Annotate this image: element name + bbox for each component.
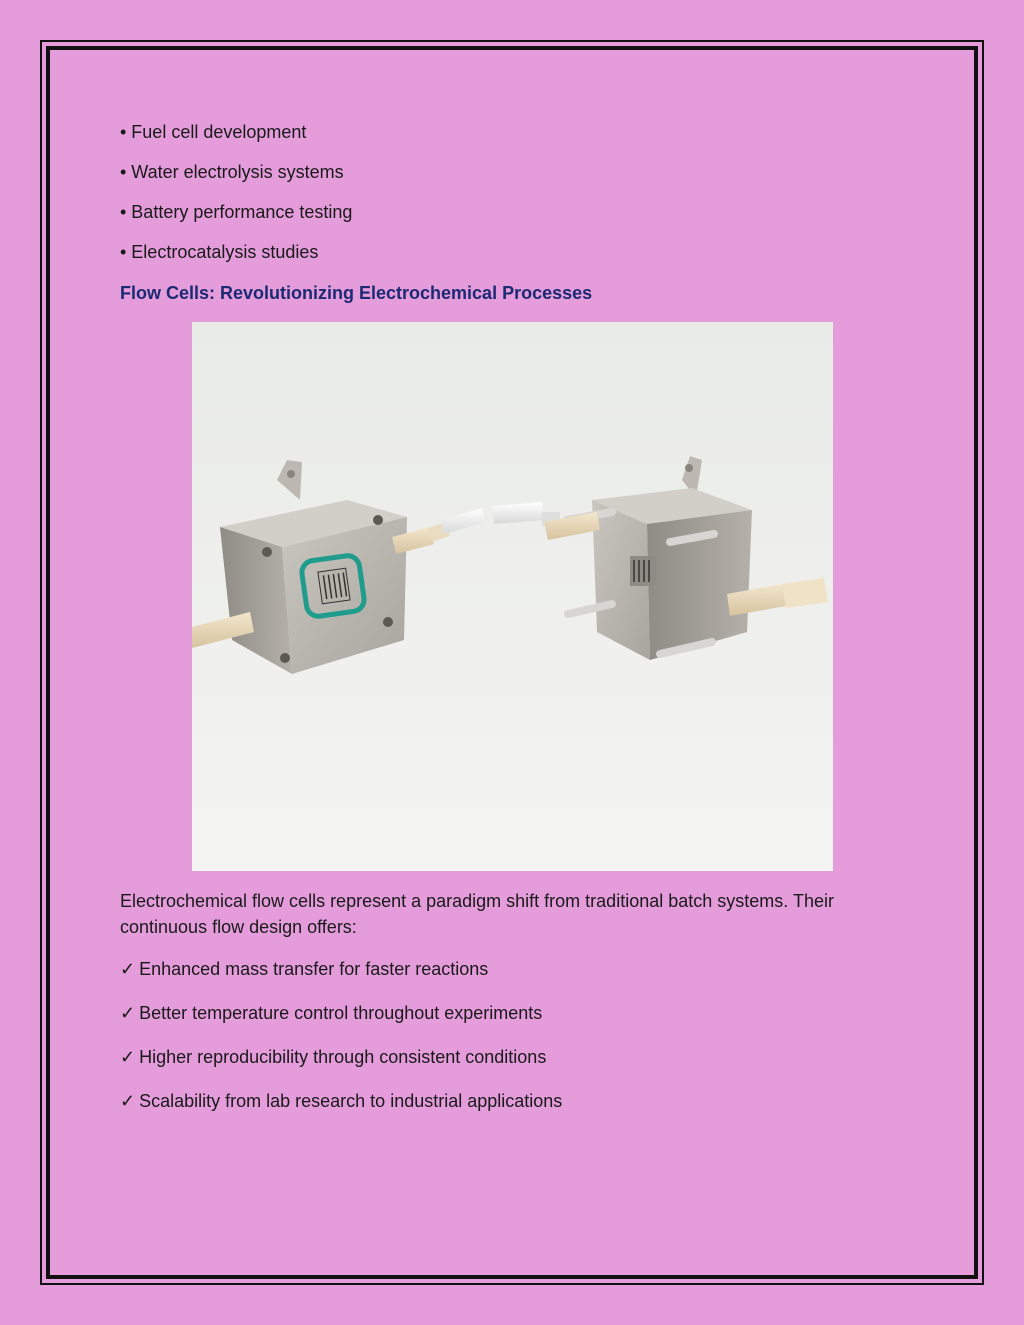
- bullet-item: • Fuel cell development: [120, 122, 307, 142]
- intro-paragraph: Electrochemical flow cells represent a paradigm shift from traditional batch systems. Their continuous flow design offers:: [120, 891, 834, 937]
- checkmark-icon: ✓: [120, 1047, 136, 1067]
- bullet-item: • Battery performance testing: [120, 202, 353, 222]
- benefit-text: Enhanced mass transfer for faster reactions: [139, 959, 489, 979]
- flow-cell-illustration: [192, 322, 833, 871]
- checkmark-icon: ✓: [120, 959, 136, 979]
- benefit-item: [120, 1046, 546, 1068]
- bullet-item: • Electrocatalysis studies: [120, 242, 319, 262]
- benefit-item: [120, 1090, 562, 1112]
- bullet-item: • Water electrolysis systems: [120, 162, 344, 182]
- flow-cell-photo: [192, 322, 833, 871]
- benefit-text: Scalability from lab research to industrial applications: [139, 1091, 563, 1111]
- benefit-text: Better temperature control throughout experiments: [139, 1003, 543, 1023]
- section-heading: Flow Cells: Revolutionizing Electrochemical Processes: [120, 283, 593, 303]
- benefit-item: [120, 1002, 542, 1024]
- checkmark-icon: ✓: [120, 1003, 136, 1023]
- checkmark-icon: ✓: [120, 1091, 136, 1111]
- benefit-text: Higher reproducibility through consistent conditions: [139, 1047, 547, 1067]
- benefit-item: [120, 958, 488, 980]
